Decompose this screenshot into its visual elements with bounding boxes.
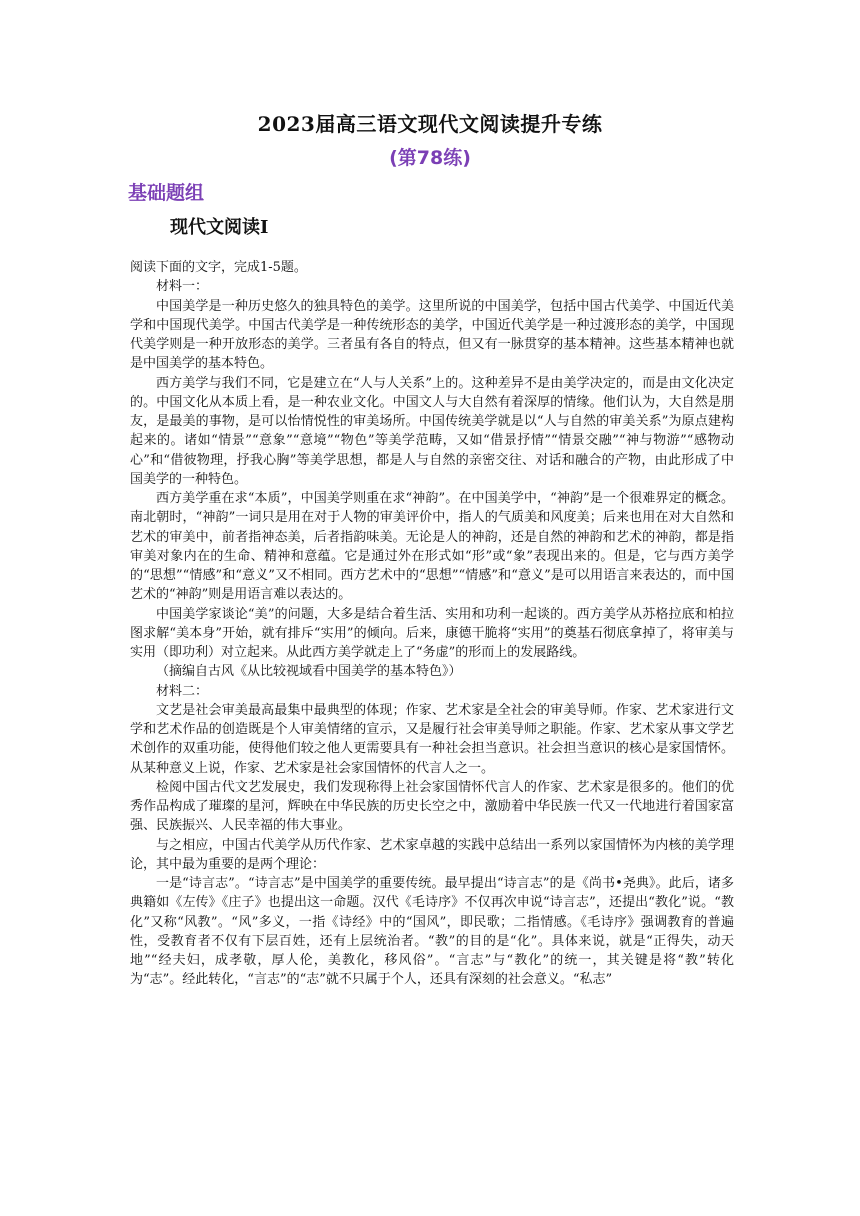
instruction-text: 阅读下面的文字，完成1-5题。: [130, 260, 307, 275]
paragraph: 中国美学是一种历史悠久的独具特色的美学。这里所说的中国美学，包括中国古代美学、中国近代美学和中国现代美学。中国古代美学是一种传统形态的美学，中国近代美学是一种过渡形态的美学，中国现代美学则是一种开放形态的美学。三者虽有各自的特点，但又有一脉贯穿的基本精神。这些基本精神也就是中国美学的基本特色。: [130, 298, 734, 372]
article-body: [130, 258, 734, 990]
paragraph: 西方美学与我们不同，它是建立在“人与人关系”上的。这种差异不是由美学决定的，而是由文化决定的。中国文化从本质上看，是一种农业文化。中国文人与大自然有着深厚的情缘。他们认为，大自然是朋友，是最美的事物，是可以怡情悦性的审美场所。中国传统美学就是以“人与自然的审美关系”为原点建构起来的。诸如“情景”“意象”“意境”“物色”等美学范畴，又如“借景抒情”“情景交融”“神与物游”“感物动心”和“借彼物理，抒我心胸”等美学思想，都是人与自然的亲密交往、对话和融合的产物，由此形成了中国美学的一种特色。: [130, 375, 734, 487]
paragraph: 西方美学重在求“本质”，中国美学则重在求“神韵”。在中国美学中，“神韵”是一个很难界定的概念。南北朝时，“神韵”一词只是用在对于人物的审美评价中，指人的气质美和风度美；后来也用在对大自然和艺术的审美中，前者指神态美，后者指韵味美。无论是人的神韵，还是自然的神韵和艺术的神韵，都是指审美对象内在的生命、精神和意蕴。它是通过外在形式如“形”或“象”表现出来的。但是，它与西方美学的“思想”“情感”和“意义”又不相同。西方艺术中的“思想”“情感”和“意义”是可以用语言来表达的，而中国艺术的“神韵”则是用语言难以表达的。: [130, 491, 734, 603]
paragraph: 中国美学家谈论“美”的问题，大多是结合着生活、实用和功利一起谈的。西方美学从苏格拉底和柏拉图求解“美本身”开始，就有排斥“实用”的倾向。后来，康德干脆将“实用”的奠基石彻底拿掉了，将审美与实用（即功利）对立起来。从此西方美学就走上了“务虚”的形而上的发展路线。: [130, 606, 734, 660]
paragraph: 检阅中国古代文艺发展史，我们发现称得上社会家国情怀代言人的作家、艺术家是很多的。他们的优秀作品构成了璀璨的星河，辉映在中华民族的历史长空之中，激励着中华民族一代又一代地进行着国家富强、民族振兴、人民幸福的伟大事业。: [130, 779, 734, 834]
paragraph: 一是“诗言志”。“诗言志”是中国美学的重要传统。最早提出“诗言志”的是《尚书•尧典》。此后，诸多典籍如《左传》《庄子》也提出这一命题。汉代《毛诗序》不仅再次申说“诗言志”，还提出“教化”说。“教化”又称“风教”。“风”多义，一指《诗经》中的“国风”，即民歌；二指情感。《毛诗序》强调教育的普遍性，受教育者不仅有下层百姓，还有上层统治者。“教”的目的是“化”。具体来说，就是“正得失，动天地”“经夫妇，成孝敬，厚人伦，美教化，移风俗”。“言志”与“教化”的统一，其关键是将“教”转化为“志”。经此转化，“言志”的“志”就不只属于个人，还具有深刻的社会意义。“私志”: [130, 876, 734, 988]
source-citation: （摘编自古风《从比较视域看中国美学的基本特色》）: [156, 664, 462, 680]
material-label: 材料一：: [156, 279, 209, 295]
section-heading: 基础题组: [128, 182, 205, 204]
paragraph: 文艺是社会审美最高最集中最典型的体现；作家、艺术家是全社会的审美导师。作家、艺术家进行文学和艺术作品的创造既是个人审美情绪的宣示，又是履行社会审美导师之职能。作家、艺术家从事文学艺术创作的双重功能，使得他们较之他人更需要具有一种社会担当意识。社会担当意识的核心是家国情怀。从某种意义上说，作家、艺术家是社会家国情怀的代言人之一。: [130, 702, 734, 776]
page-title: 2023届高三语文现代文阅读提升专练: [257, 112, 603, 136]
page-subtitle: (第78练): [389, 147, 471, 169]
paragraph: 与之相应，中国古代美学从历代作家、艺术家卓越的实践中总结出一系列以家国情怀为内核的美学理论，其中最为重要的是两个理论：: [130, 837, 734, 872]
material-label: 材料二：: [156, 683, 209, 699]
subsection-heading: 现代文阅读Ⅰ: [170, 217, 269, 238]
